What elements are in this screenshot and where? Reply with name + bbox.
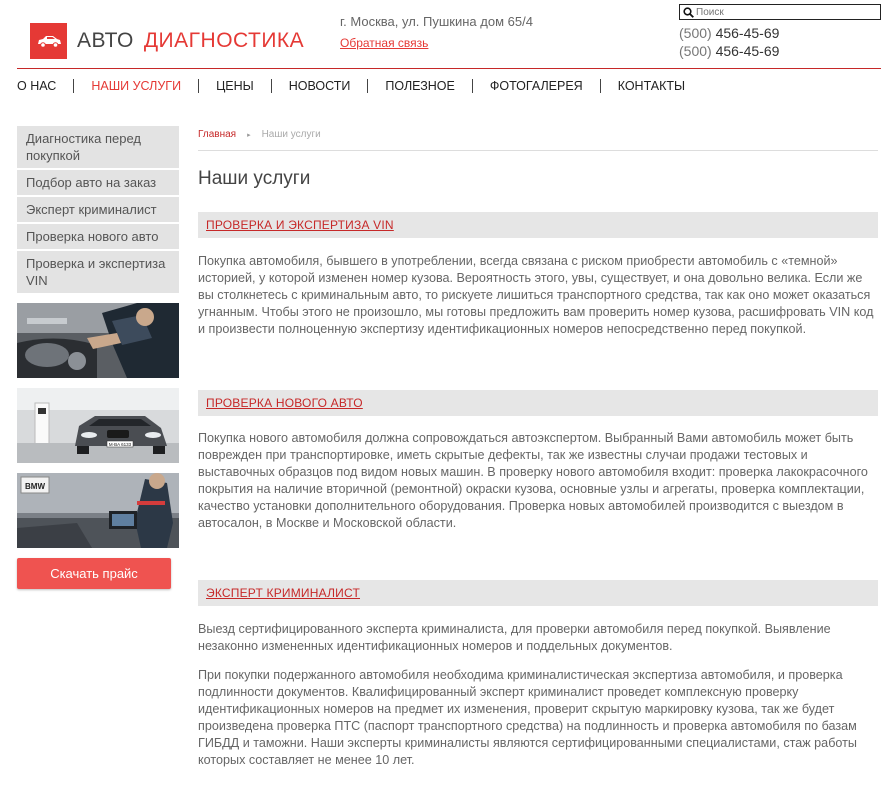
search-icon[interactable] bbox=[680, 5, 696, 19]
section-title-link[interactable]: ЭКСПЕРТ КРИМИНАЛИСТ bbox=[206, 586, 360, 600]
sidebar-item-new-car[interactable]: Проверка нового авто bbox=[17, 224, 179, 251]
bmw-service-image bbox=[17, 473, 179, 548]
phone-code: (500) bbox=[679, 25, 712, 41]
nav-gallery[interactable]: ФОТОГАЛЕРЕЯ bbox=[472, 79, 600, 93]
nav-news[interactable]: НОВОСТИ bbox=[271, 79, 368, 93]
download-price-button[interactable]: Скачать прайс bbox=[17, 558, 171, 589]
page-title: Наши услуги bbox=[198, 168, 311, 189]
sidebar-menu bbox=[17, 126, 179, 295]
phone-2 bbox=[679, 43, 779, 59]
section-header-vin bbox=[198, 212, 878, 238]
breadcrumb-arrow-icon: ▸ bbox=[247, 131, 251, 139]
license-plate-text: M·BA 6133 bbox=[108, 442, 132, 447]
section-paragraph: Выезд сертифицированного эксперта криминалиста, для проверки автомобиля перед покупкой. Выявление незаконно измененных идентификационных номеров и поддельных документов. bbox=[198, 622, 831, 653]
breadcrumb-divider bbox=[198, 150, 878, 151]
header-divider bbox=[17, 68, 881, 69]
search-box[interactable] bbox=[679, 4, 881, 20]
section-paragraph: Покупка нового автомобиля должна сопровождаться автоэкспертом. Выбранный Вами автомобиль может быть поврежден при транспортировке, иметь скрытые дефекты, так же известны случаи продажи тестовых и выставочных образцов под видом новых машин. В проверку нового автомобиля входит: проверка лакокрасочного покрытия на наличие вторичной (ремонтной) окраски кузова, основные узлы и агрегаты, проверка комплектации, качество установки дополнительного оборудования. Проверка новых автомобилей производится с выездом в автосалон, в Москве и Московской области. bbox=[198, 431, 868, 530]
phone-number: 456-45-69 bbox=[715, 43, 780, 59]
feedback-link[interactable]: Обратная связь bbox=[340, 36, 429, 50]
sidebar-item-selection[interactable]: Подбор авто на заказ bbox=[17, 170, 179, 197]
sidebar-item-diagnostics[interactable]: Диагностика перед покупкой bbox=[17, 126, 179, 170]
mechanic-engine-image bbox=[17, 303, 179, 378]
breadcrumb-current: Наши услуги bbox=[261, 129, 321, 140]
nav-contacts[interactable]: КОНТАКТЫ bbox=[600, 79, 702, 93]
sidebar-item-criminalist[interactable]: Эксперт криминалист bbox=[17, 197, 179, 224]
search-input[interactable] bbox=[696, 5, 876, 19]
section-paragraph: Покупка автомобиля, бывшего в употреблении, всегда связана с риском приобрести автомобиль с «темной» историей, у которой изменен номер кузова. Вероятность этого, увы, существует, и она довольно велика. Если же вы столкнетесь с криминальным авто, то рискуете лишиться транспортного средства, так как оно может оказаться угнанным. Чтобы этого не произошло, мы готовы предложить вам проверить номер кузова, расшифровать VIN код и произвести полноценную экспертизу идентификационных номеров непосредственно перед покупкой. bbox=[198, 254, 874, 336]
section-title-link[interactable]: ПРОВЕРКА И ЭКСПЕРТИЗА VIN bbox=[206, 218, 394, 232]
bmw-sign-text: BMW bbox=[25, 482, 45, 491]
nav-prices[interactable]: ЦЕНЫ bbox=[198, 79, 271, 93]
car-logo-icon bbox=[30, 23, 67, 59]
nav-useful[interactable]: ПОЛЕЗНОЕ bbox=[367, 79, 471, 93]
section-header-criminalist bbox=[198, 580, 878, 606]
logo-text-diagnostics: ДИАГНОСТИКА bbox=[143, 29, 305, 52]
section-title-link[interactable]: ПРОВЕРКА НОВОГО АВТО bbox=[206, 396, 363, 410]
nav-about[interactable]: О НАС bbox=[17, 79, 57, 93]
phone-1 bbox=[679, 25, 779, 41]
address: г. Москва, ул. Пушкина дом 65/4 bbox=[340, 14, 533, 29]
site-logo[interactable] bbox=[30, 23, 304, 59]
logo-text-auto: АВТО bbox=[77, 29, 134, 52]
section-header-new-car bbox=[198, 390, 878, 416]
bmw-car-image bbox=[17, 388, 179, 463]
phone-code: (500) bbox=[679, 43, 712, 59]
phone-number: 456-45-69 bbox=[715, 25, 780, 41]
breadcrumb bbox=[198, 129, 321, 140]
section-paragraph: При покупки подержанного автомобиля необходима криминалистическая экспертиза автомобиля, и проверка подлинности документов. Квалифицированный эксперт криминалист проведет комплексную проверку идентификационных номеров на предмет их изменения, проверит скрытую маркировку кузова, так же будет произведена проверка ПТС (паспорт транспортного средства) на подлинность и проверка автомобиля по базам ГИБДД и таможни. Наши эксперты криминалисты являются сертифицированными специалистами, стаж работы которых составляет не менее 10 лет. bbox=[198, 668, 857, 767]
nav-services[interactable]: НАШИ УСЛУГИ bbox=[73, 79, 198, 93]
breadcrumb-home[interactable]: Главная bbox=[198, 129, 237, 140]
sidebar-item-vin[interactable]: Проверка и экспертиза VIN bbox=[17, 251, 179, 295]
main-nav bbox=[17, 79, 702, 93]
